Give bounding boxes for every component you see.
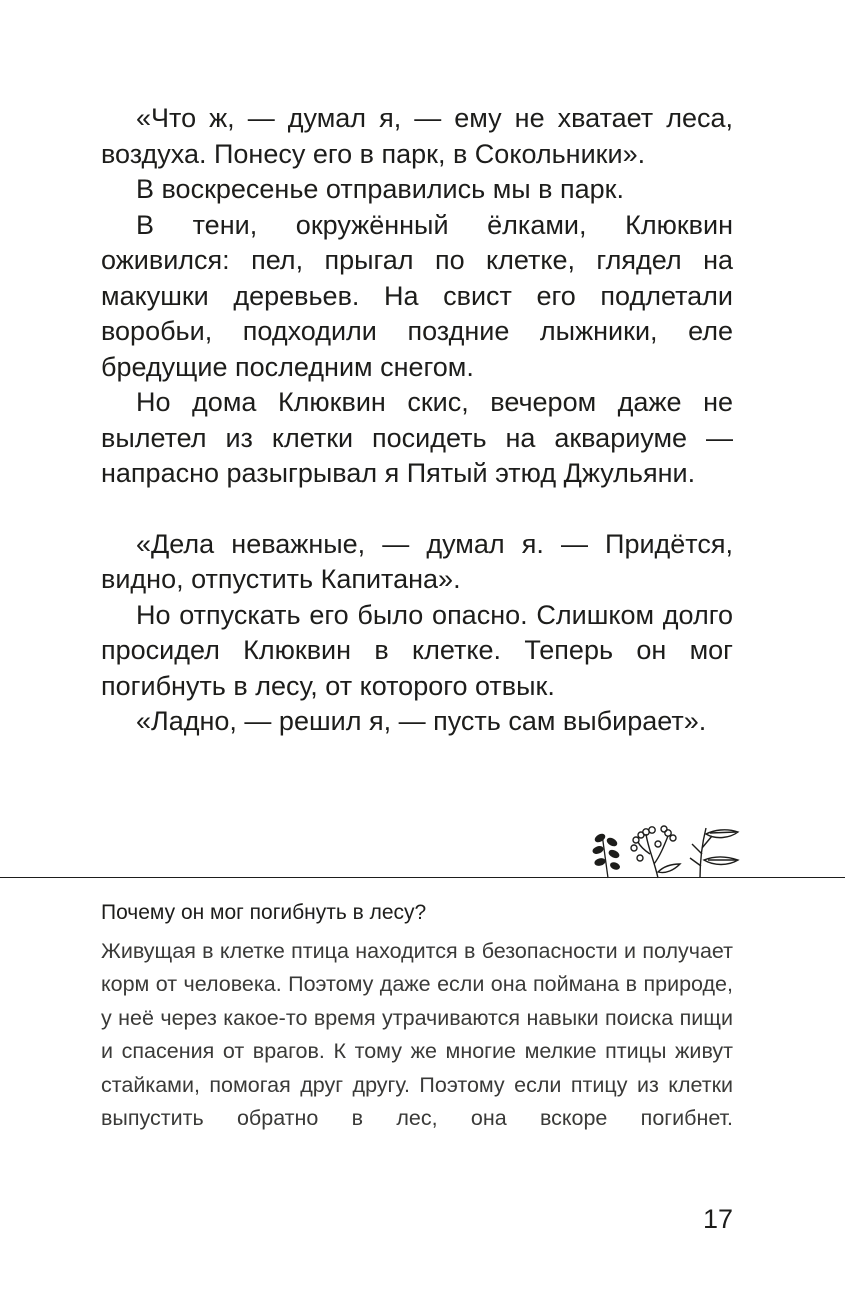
story-paragraph: «Что ж, — думал я, — ему не хватает леса, воздуха. Понесу его в парк, в Сокольники». (101, 103, 733, 169)
sidebar-answer-text: Живущая в клетке птица находится в безопасности и получает корм от человека. Поэтому даже если она поймана в природе, у неё через какое-то время утрачиваются навыки поиска пищи и спасения от врагов. К тому же многие мелкие птицы живут стайками, помогая друг другу. Поэтому если птицу из клетки выпустить обратно в лес, она вскоре погибнет. (101, 939, 733, 1131)
sidebar-question: Почему он мог погибнуть в лесу? (101, 901, 427, 924)
section-divider (0, 877, 845, 878)
story-paragraph: Но дома Клюквин скис, вечером даже не вылетел из клетки посидеть на аквариуме — напрасно разыгрывал я Пятый этюд Джульяни. (101, 387, 733, 488)
plant-sprigs-icon (588, 820, 744, 880)
story-text (101, 101, 733, 740)
story-paragraph: «Дела неважные, — думал я. — Придётся, видно, отпустить Капитана». (101, 528, 733, 594)
sidebar-answer (101, 935, 733, 1135)
story-paragraph: В воскресенье отправились мы в парк. (136, 174, 624, 204)
story-paragraph: Но отпускать его было опасно. Слишком долго просидел Клюквин в клетке. Теперь он мог погибнуть в лесу, от которого отвык. (101, 599, 733, 701)
page-number: 17 (702, 1204, 733, 1234)
story-paragraph: В тени, окружённый ёлками, Клюквин оживился: пел, прыгал по клетке, глядел на макушки деревьев. На свист его подлетали воробьи, подходили поздние лыжники, еле бредущие последним снегом. (101, 209, 733, 382)
story-paragraph: «Ладно, — решил я, — пусть сам выбирает». (136, 706, 707, 736)
